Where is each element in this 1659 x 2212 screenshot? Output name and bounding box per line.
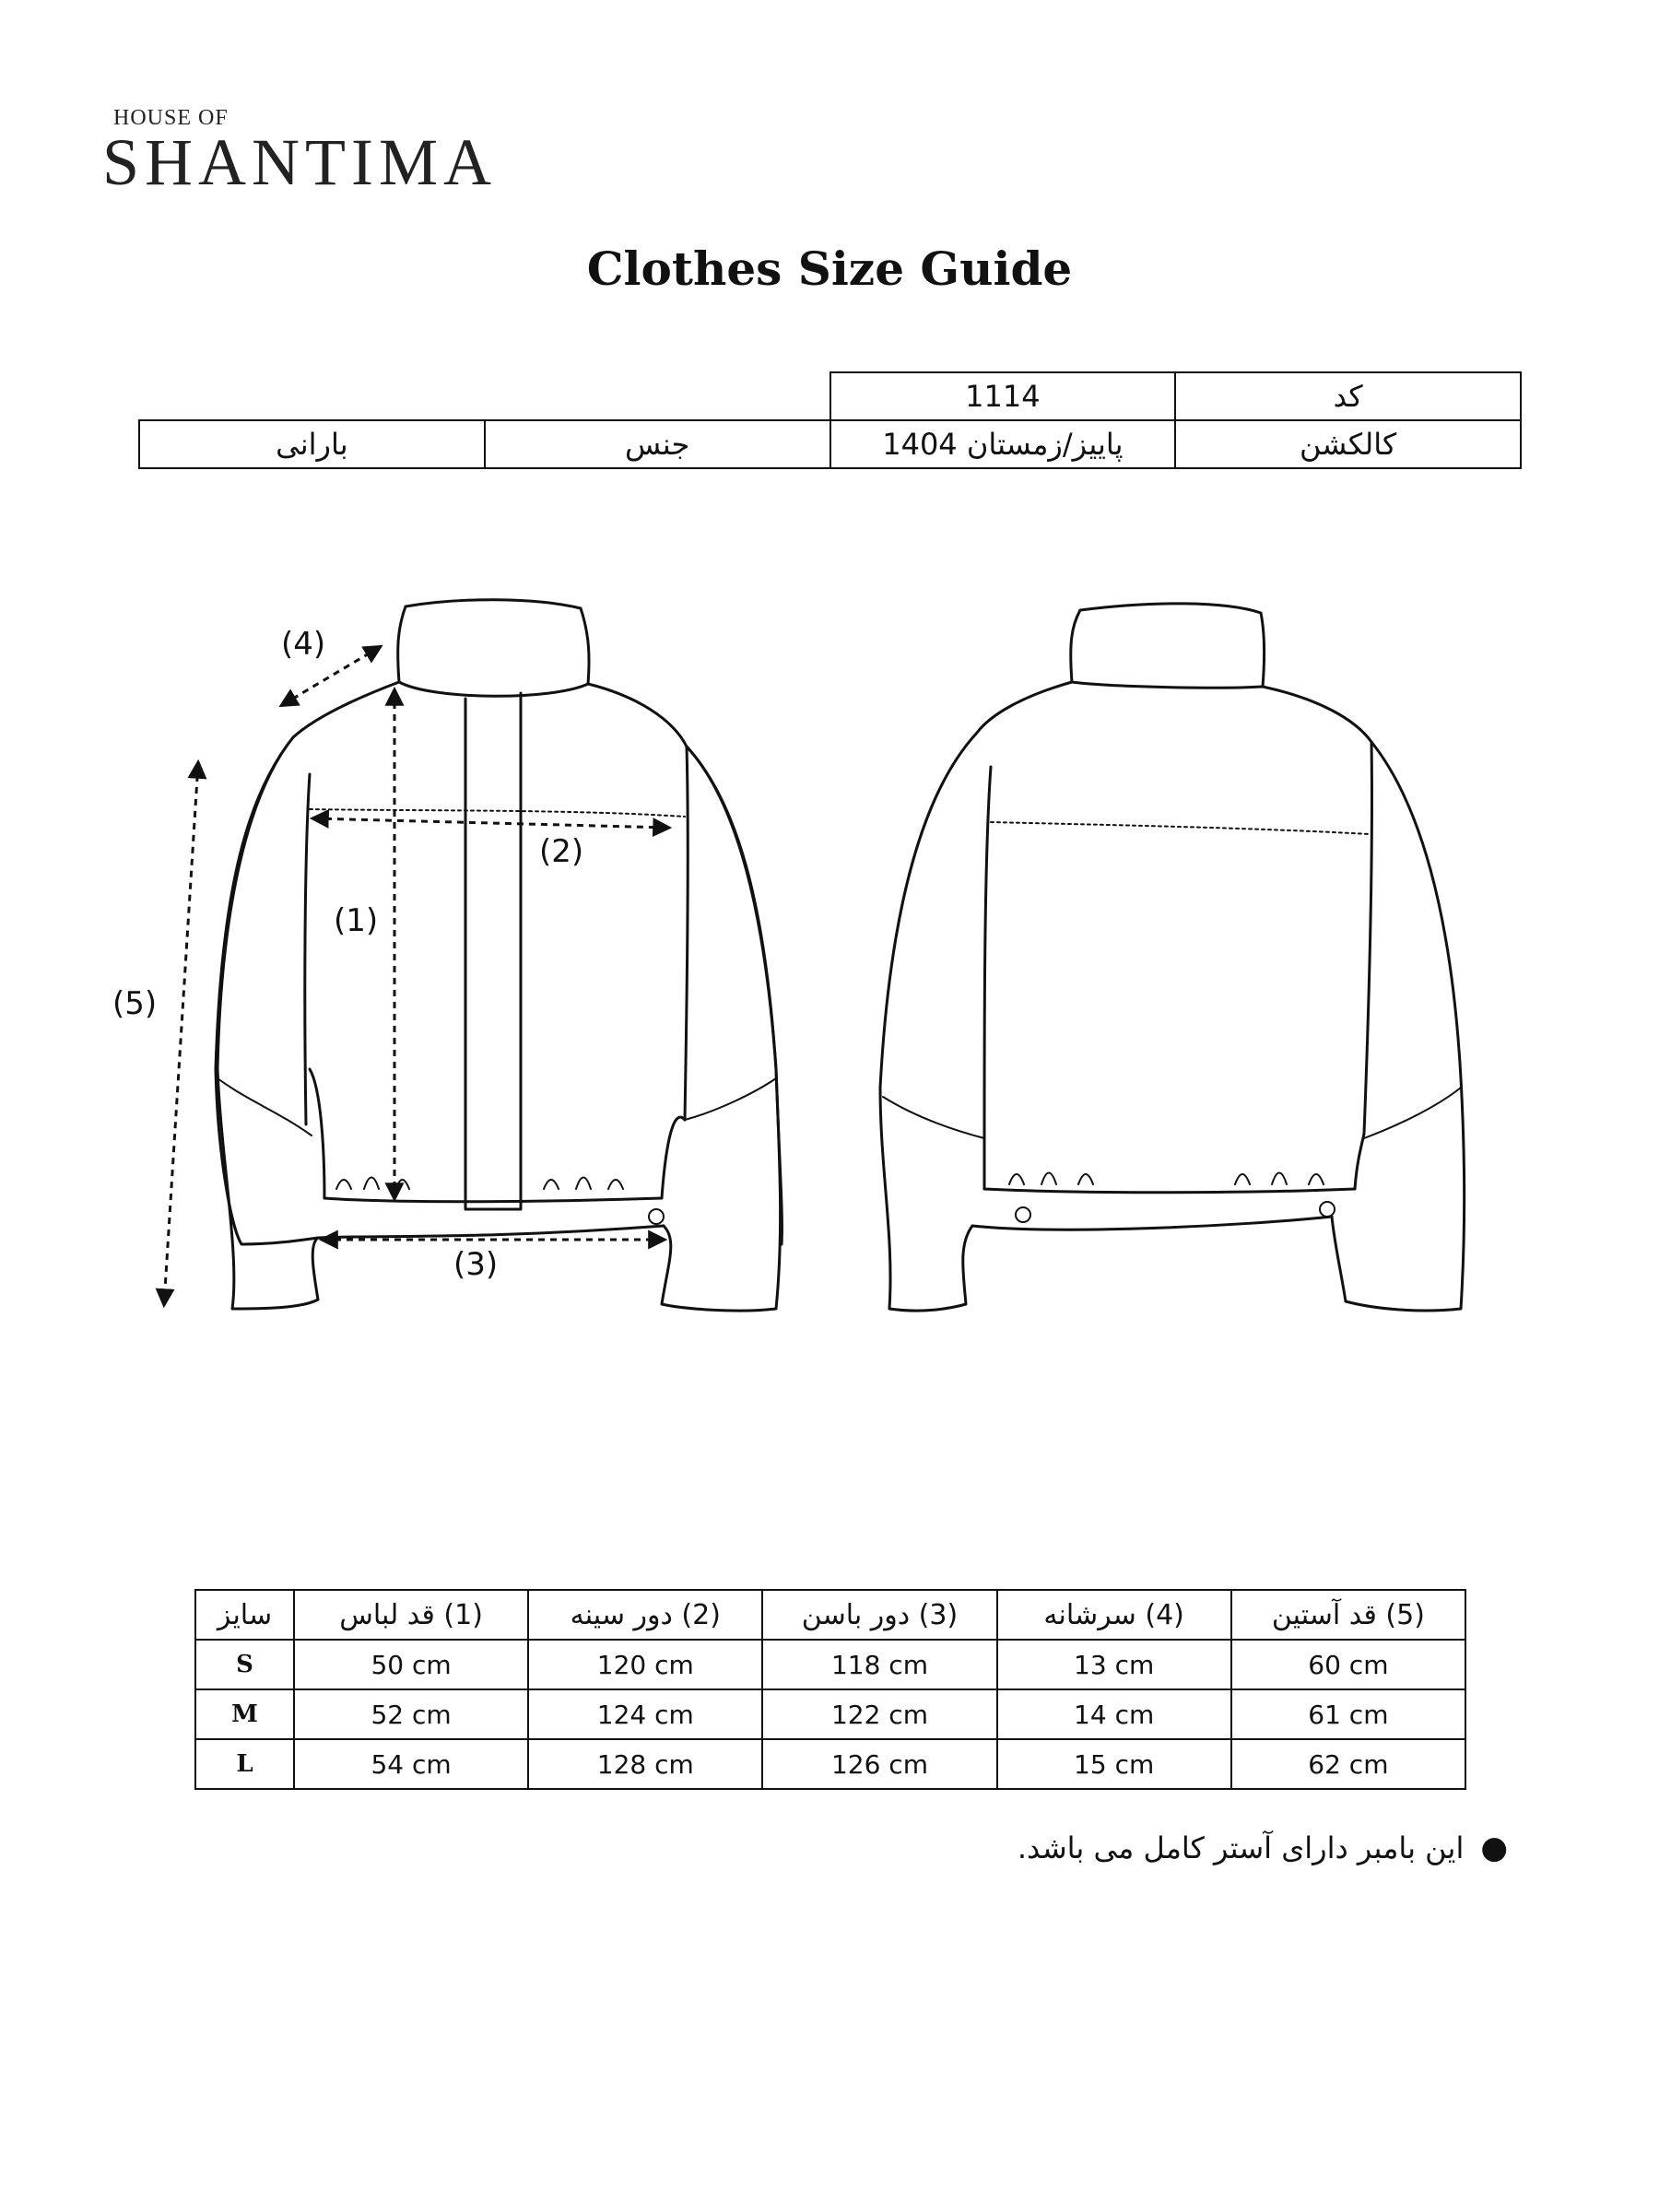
empty-cell xyxy=(139,372,485,420)
hip-value: 122 cm xyxy=(762,1689,996,1739)
size-table-header xyxy=(195,1590,1465,1640)
jacket-front-sketch xyxy=(216,600,782,1311)
collection-label: کالکشن xyxy=(1175,420,1521,468)
header-chest: (2) دور سینه xyxy=(528,1590,762,1640)
page-title: Clothes Size Guide xyxy=(586,241,1073,296)
brand-logo-name: SHANTIMA xyxy=(102,125,498,199)
sleeve-value: 61 cm xyxy=(1231,1689,1465,1739)
size-label: M xyxy=(195,1689,294,1739)
measure-label-4: (4) xyxy=(281,626,326,663)
header-size: سایز xyxy=(195,1590,294,1640)
measure-label-3: (3) xyxy=(453,1246,499,1283)
note xyxy=(1018,1830,1508,1865)
table-row xyxy=(195,1739,1465,1789)
hip-value: 118 cm xyxy=(762,1640,996,1689)
shoulder-value: 15 cm xyxy=(997,1739,1231,1789)
header-sleeve: (5) قد آستین xyxy=(1231,1590,1465,1640)
header-hip: (3) دور باسن xyxy=(762,1590,996,1640)
measure-label-1: (1) xyxy=(334,902,379,939)
sleeve-value: 62 cm xyxy=(1231,1739,1465,1789)
header-length: (1) قد لباس xyxy=(294,1590,528,1640)
product-info-table xyxy=(138,371,1522,469)
chest-value: 120 cm xyxy=(528,1640,762,1689)
length-value: 52 cm xyxy=(294,1689,528,1739)
material-label: جنس xyxy=(485,420,830,468)
chest-value: 124 cm xyxy=(528,1689,762,1739)
collection-value: پاییز/زمستان 1404 xyxy=(830,420,1176,468)
note-text: این بامبر دارای آستر کامل می باشد. xyxy=(1017,1830,1465,1865)
brand-logo-line1: HOUSE OF xyxy=(113,106,229,130)
empty-cell xyxy=(485,372,830,420)
material-value: بارانی xyxy=(139,420,485,468)
shoulder-value: 14 cm xyxy=(997,1689,1231,1739)
bullet-icon: ● xyxy=(1480,1830,1508,1866)
length-value: 50 cm xyxy=(294,1640,528,1689)
code-value: 1114 xyxy=(830,372,1176,420)
table-row xyxy=(195,1640,1465,1689)
jacket-back-sketch xyxy=(880,604,1465,1311)
length-value: 54 cm xyxy=(294,1739,528,1789)
size-table xyxy=(194,1589,1466,1790)
sleeve-value: 60 cm xyxy=(1231,1640,1465,1689)
measure-label-2: (2) xyxy=(539,833,584,870)
shoulder-value: 13 cm xyxy=(997,1640,1231,1689)
code-label: کد xyxy=(1175,372,1521,420)
size-label: L xyxy=(195,1739,294,1789)
hip-value: 126 cm xyxy=(762,1739,996,1789)
measurement-arrows xyxy=(164,647,668,1304)
size-label: S xyxy=(195,1640,294,1689)
measure-label-5: (5) xyxy=(112,985,158,1022)
header-shoulder: (4) سرشانه xyxy=(997,1590,1231,1640)
chest-value: 128 cm xyxy=(528,1739,762,1789)
table-row xyxy=(195,1689,1465,1739)
jacket-diagram xyxy=(0,553,1659,1382)
